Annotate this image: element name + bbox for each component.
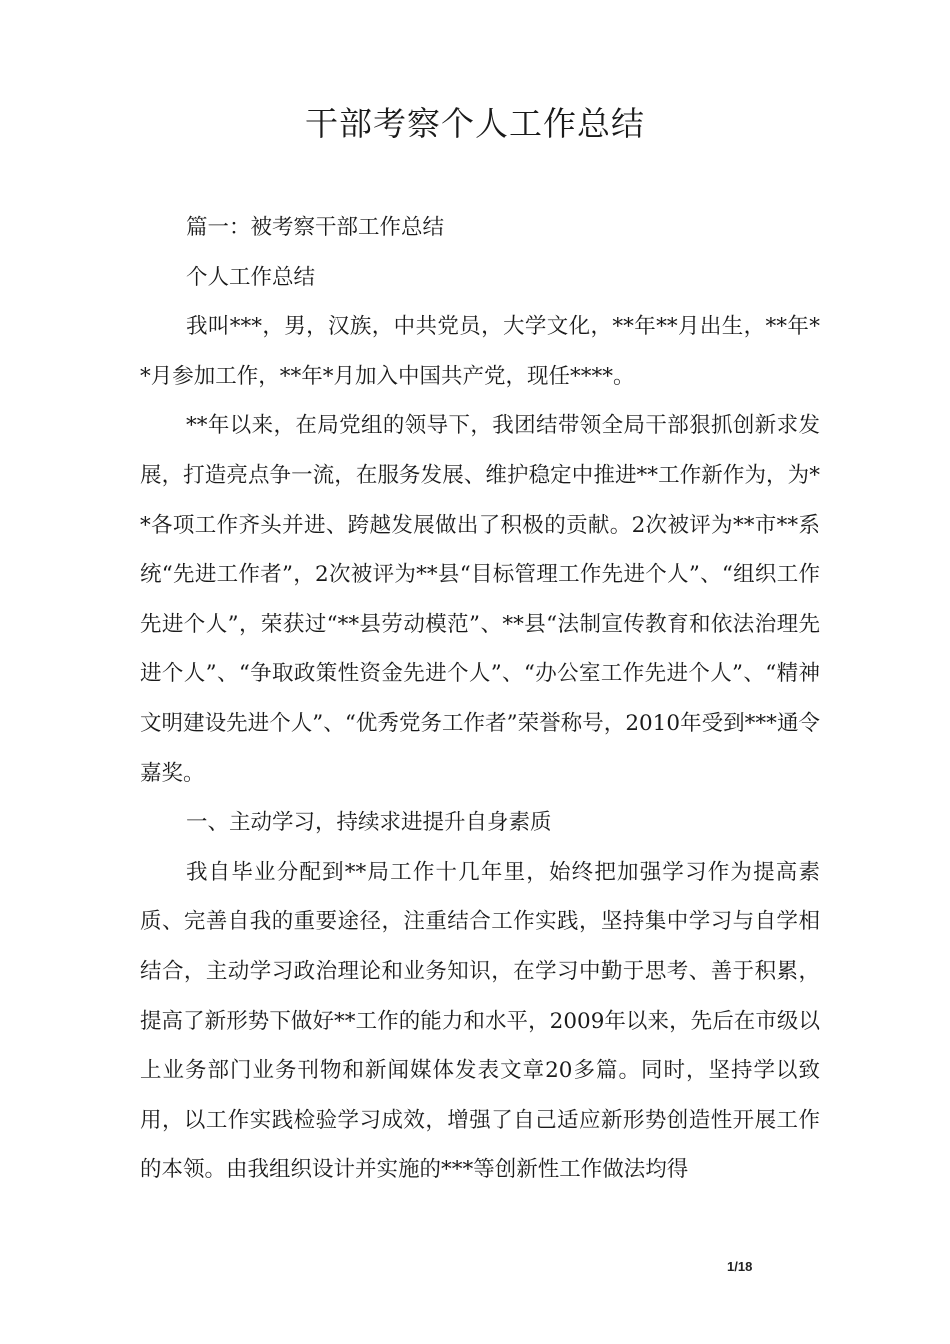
paragraph-study: 我自毕业分配到**局工作十几年里，始终把加强学习作为提高素质、完善自我的重要途径，注重结合工作实践，坚持集中学习与自学相结合，主动学习政治理论和业务知识，在学习中勤于思考、善于积累，提高了新形势下做好**工作的能力和水平，2009年以来，先后在市级以上业务部门业务刊物和新闻媒体发表文章20多篇。同时，坚持学以致用，以工作实践检验学习成效，增强了自己适应新形势创造性开展工作的本领。由我组织设计并实施的***等创新性工作做法均得 xyxy=(140,859,820,1183)
subsection-heading: 个人工作总结 xyxy=(186,264,316,290)
page-number: 1/18 xyxy=(727,1259,753,1274)
section-heading: 篇一：被考察干部工作总结 xyxy=(186,215,445,240)
document-title: 干部考察个人工作总结 xyxy=(305,104,645,143)
paragraph-intro: 我叫***，男，汉族，中共党员，大学文化，**年**月出生，**年**月参加工作，**年*月加入中国共产党，现任****。 xyxy=(140,314,820,389)
paragraph-achievements: **年以来，在局党组的领导下，我团结带领全局干部狠抓创新求发展，打造亮点争一流，在服务发展、维护稳定中推进**工作新作为，为**各项工作齐头并进、跨越发展做出了积极的贡献。2次被评为**市**系统“先进工作者”，2次被评为**县“目标管理工作先进个人”、“组织工作先进个人”，荣获过“**县劳动模范”、**县“法制宣传教育和依法治理先进个人”、“争取政策性资金先进个人”、“办公室工作先进个人”、“精神文明建设先进个人”、“优秀党务工作者”荣誉称号，2010年受到***通令嘉奖。 xyxy=(140,413,820,786)
document-body xyxy=(140,203,820,1195)
section-heading-study: 一、主动学习，持续求进提升自身素质 xyxy=(186,810,552,836)
